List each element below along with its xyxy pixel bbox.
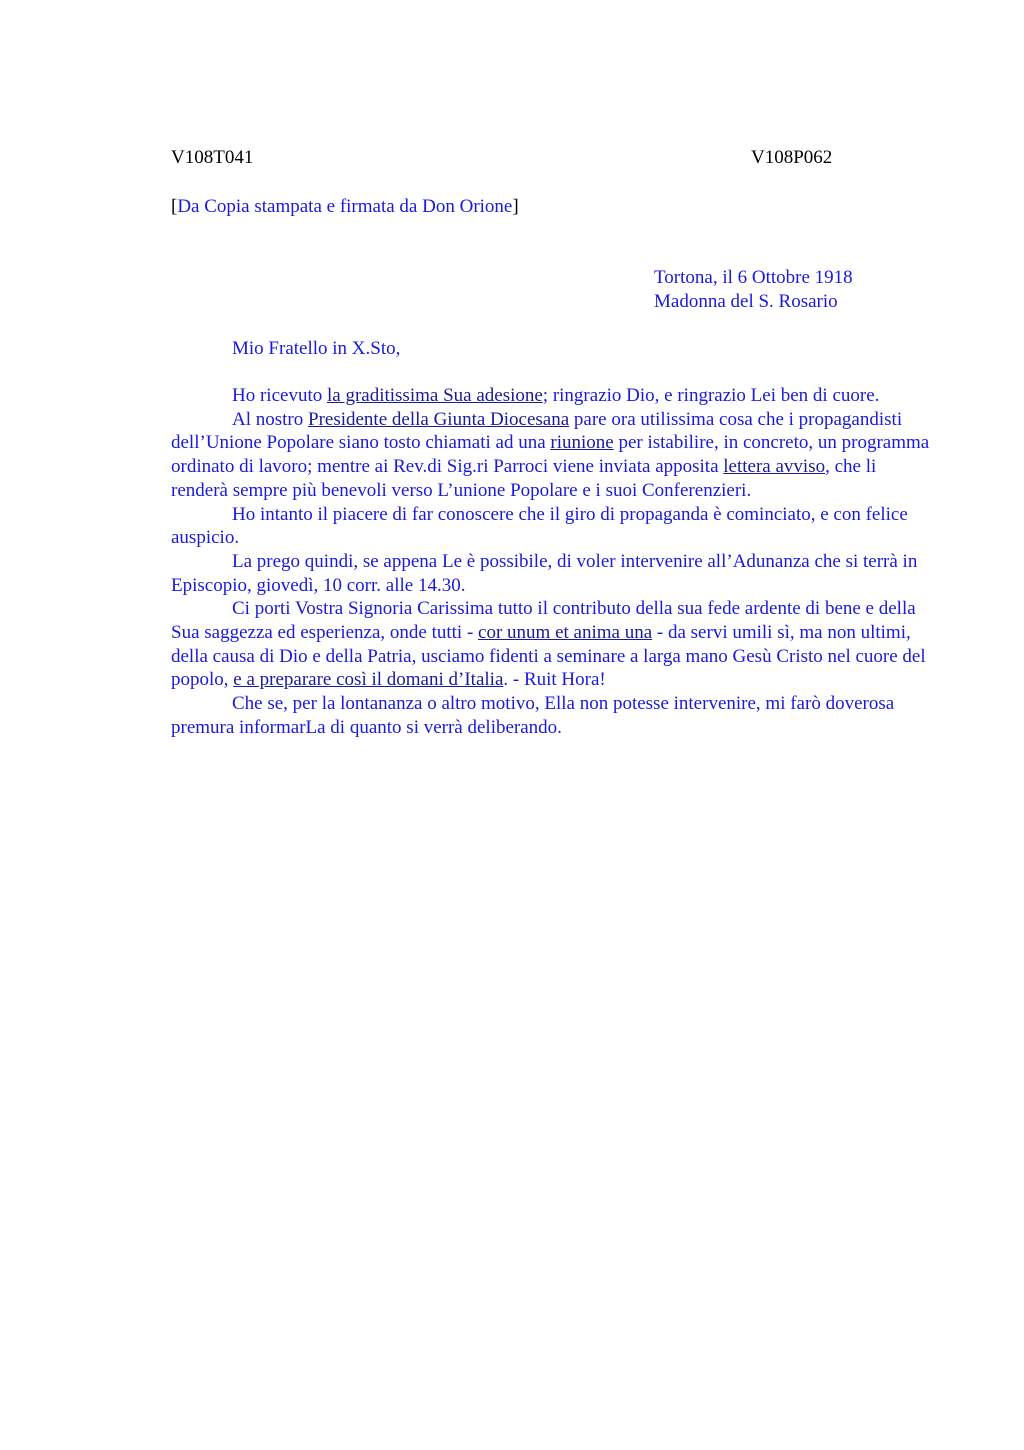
- dateline-place-date: Tortona, il 6 Ottobre 1918: [654, 267, 853, 288]
- text-run: - da servi umili sì, ma non ultimi, della causa di Dio e della Patria, usciamo fidenti a seminare a larga mano Gesù Cristo nel cuore del popolo,: [171, 622, 926, 691]
- source-text: Da Copia stampata e firmata da Don Orione: [177, 196, 513, 217]
- text-run: Ci porti Vostra Signoria Carissima tutto il contributo della sua fede ardente di bene e della Sua saggezza ed esperienza, onde tutti -: [171, 598, 916, 644]
- text-run: , che li renderà sempre più benevoli verso L’unione Popolare e i suoi Conferenzieri.: [171, 456, 877, 501]
- header-left-code: V108T041: [171, 147, 254, 168]
- underlined-phrase: e a preparare così il domani d’Italia: [233, 669, 504, 691]
- text-run: pare ora utilissima cosa che i propagandisti dell’Unione Popolare siano tosto chiamati ad una: [171, 408, 903, 454]
- paragraph-3: [171, 503, 931, 550]
- salutation: Mio Fratello in X.Sto,: [232, 338, 401, 359]
- dateline-feast: Madonna del S. Rosario: [654, 290, 838, 312]
- text-run: . - Ruit Hora!: [503, 669, 606, 691]
- source-note: [171, 195, 519, 219]
- underlined-phrase: riunione: [550, 432, 614, 454]
- paragraph-6: [171, 692, 931, 739]
- text-run: Che se, per la lontananza o altro motivo, Ella non potesse intervenire, mi farò doverosa premura informarLa di quanto si verrà deliberando.: [171, 693, 895, 738]
- underlined-phrase: Presidente della Giunta Diocesana: [308, 408, 570, 430]
- paragraph-5: [171, 597, 931, 692]
- text-run: La prego quindi, se appena Le è possibile, di voler intervenire all’Adunanza che si terrà in Episcopio, giovedì, 10 corr. alle 14.30.: [171, 550, 918, 596]
- paragraph-4: [171, 550, 931, 597]
- text-run: ; ringrazio Dio, e ringrazio Lei ben di cuore.: [542, 385, 880, 406]
- paragraph-2: [171, 408, 931, 503]
- paragraph-1: [171, 384, 931, 408]
- text-run: Ho intanto il piacere di far conoscere che il giro di propaganda è cominciato, e con felice auspicio.: [171, 503, 908, 549]
- source-close-bracket: ]: [512, 196, 519, 217]
- text-run: Ho ricevuto: [232, 385, 327, 406]
- dateline: [654, 266, 853, 313]
- text-run: per istabilire, in concreto, un programma ordinato di lavoro; mentre ai Rev.di Sig.ri Parroci viene inviata apposita: [171, 432, 930, 478]
- underlined-phrase: la graditissima Sua adesione: [326, 385, 543, 406]
- source-open-bracket: [: [171, 196, 178, 217]
- letter-body: [171, 384, 931, 740]
- underlined-phrase: cor unum et anima una: [478, 622, 653, 644]
- underlined-phrase: lettera avviso: [723, 456, 826, 478]
- header-right-code: V108P062: [751, 147, 833, 168]
- text-run: Al nostro: [232, 408, 308, 430]
